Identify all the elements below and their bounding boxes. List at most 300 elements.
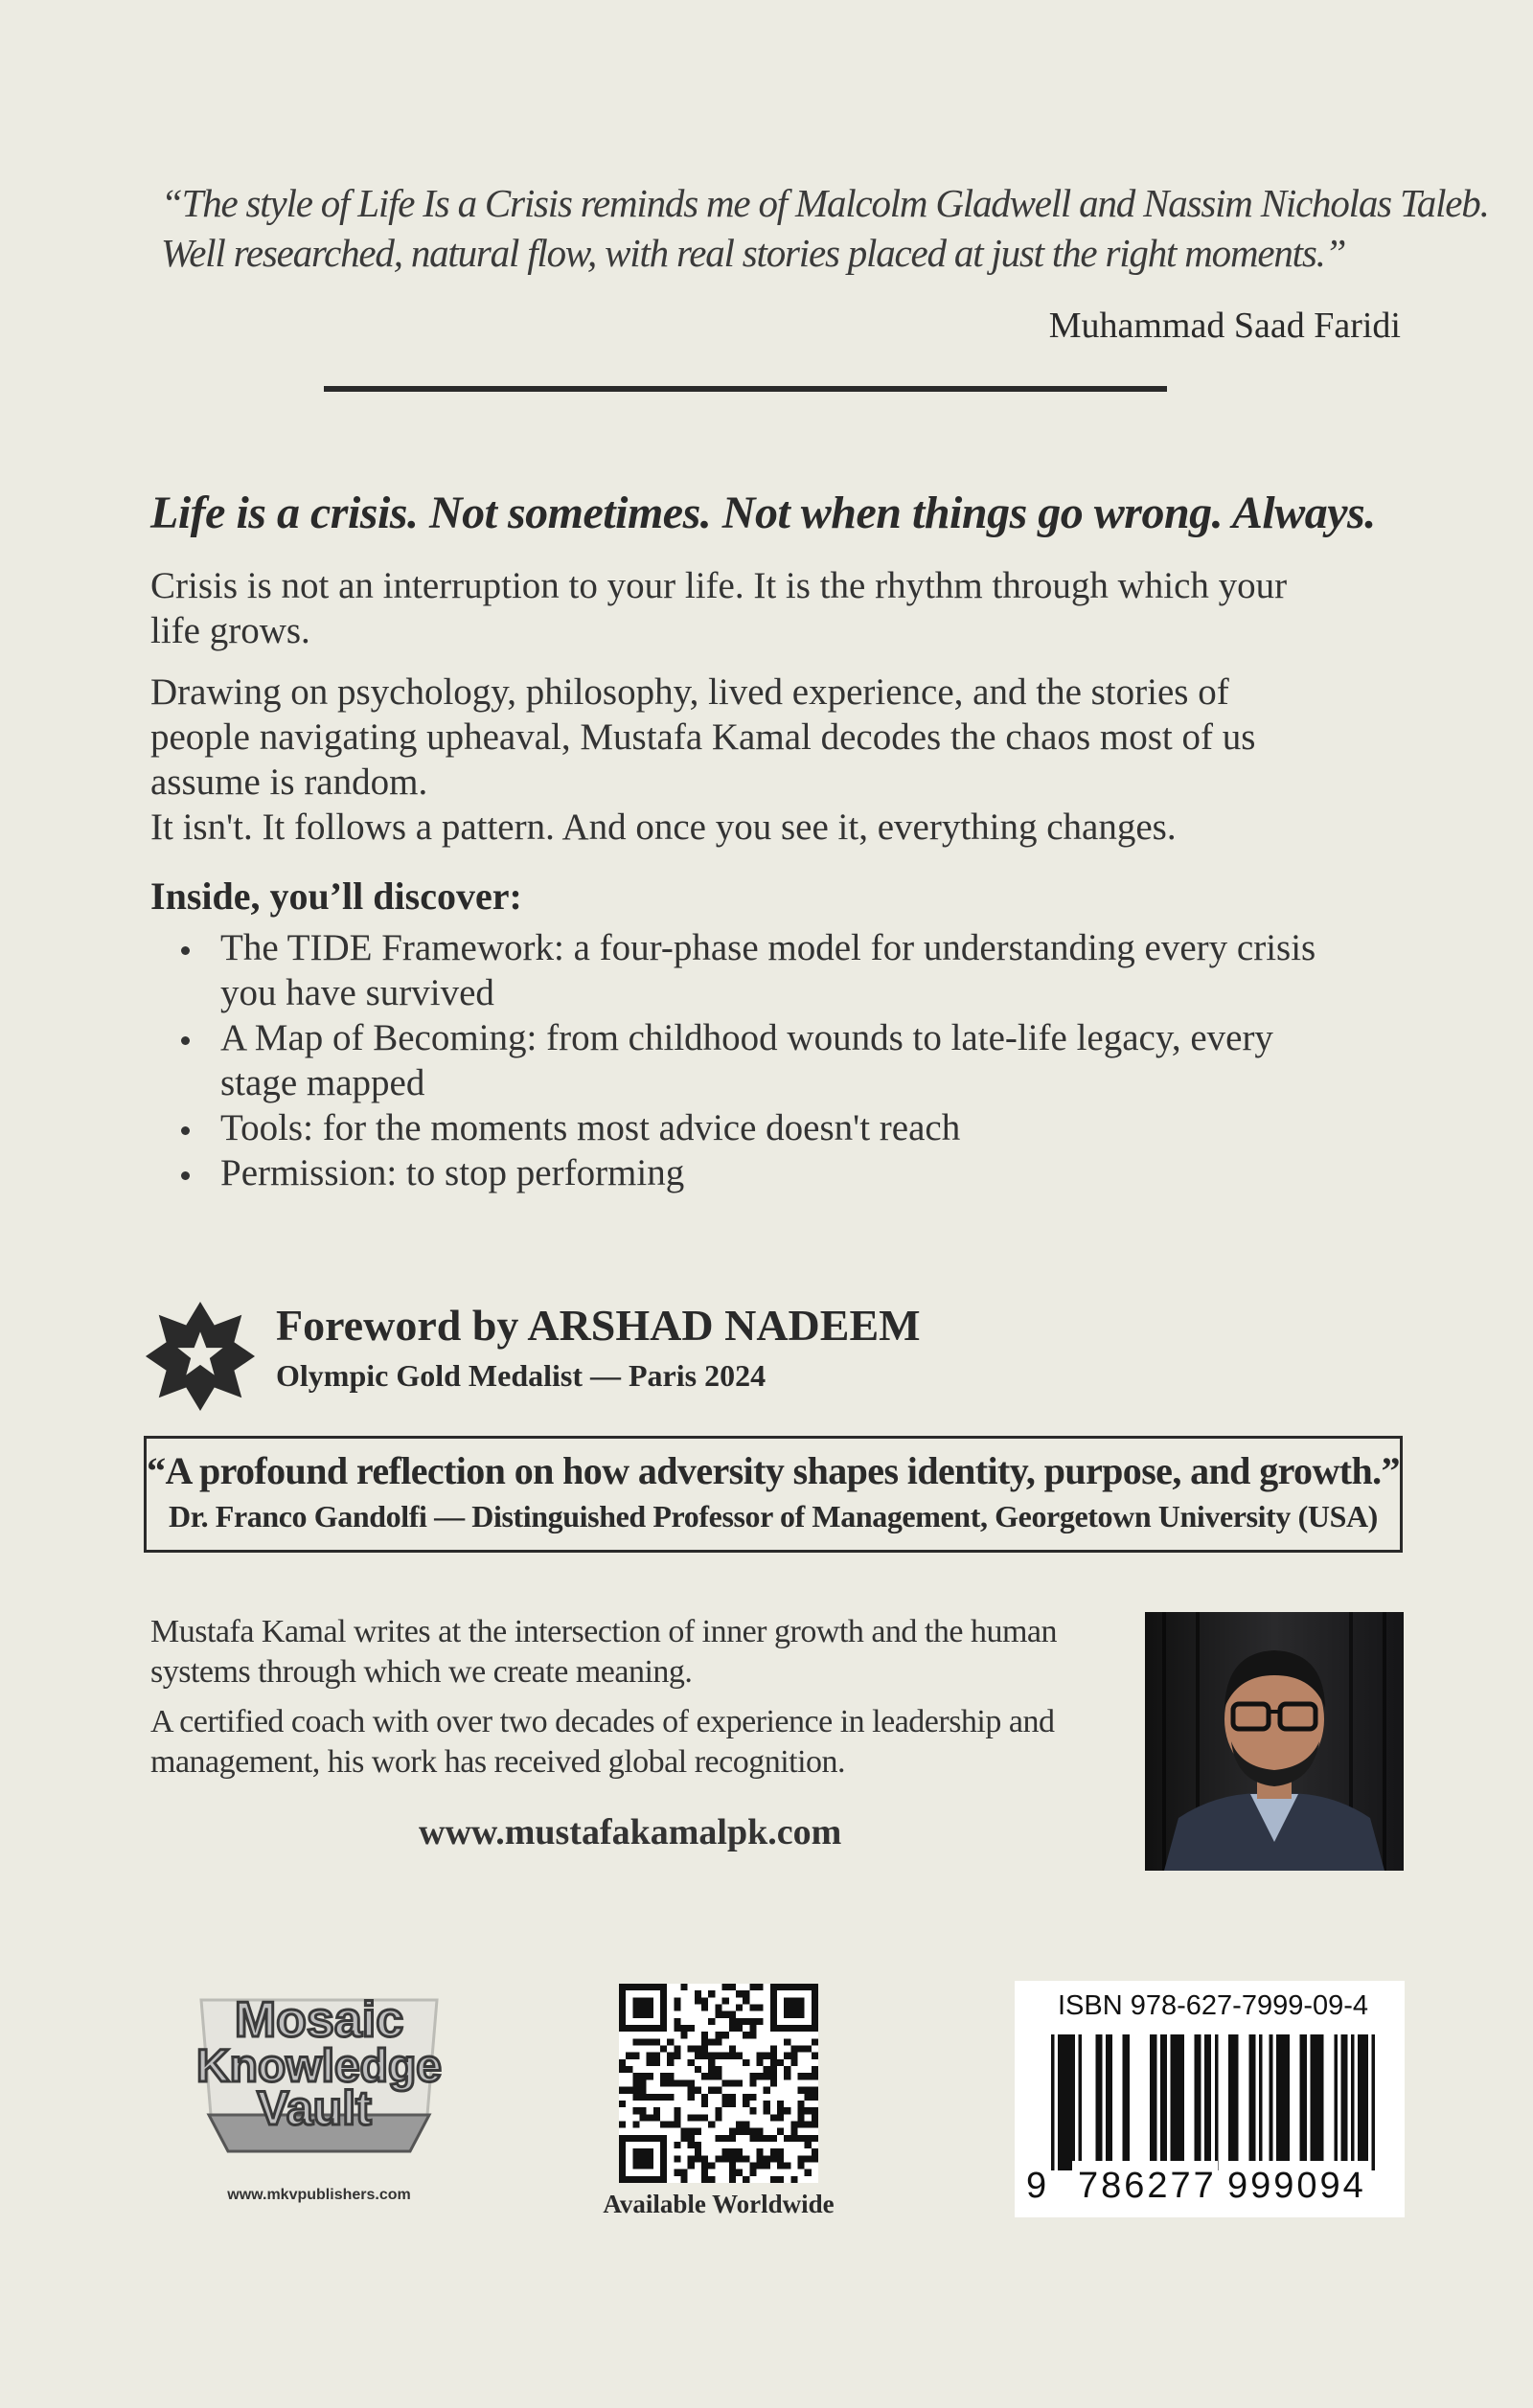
- qr-module: [770, 2053, 777, 2059]
- qr-module: [688, 2155, 695, 2162]
- qr-module: [736, 2079, 743, 2086]
- qr-module: [797, 2101, 804, 2107]
- isbn-text: ISBN 978-627-7999-09-4: [1058, 1990, 1369, 2021]
- qr-module: [632, 2094, 639, 2101]
- qr-module: [674, 2053, 680, 2059]
- qr-module: [632, 2053, 639, 2059]
- qr-module: [647, 2114, 653, 2121]
- qr-module: [708, 2038, 715, 2045]
- qr-module: [770, 2114, 777, 2121]
- qr-module: [660, 2079, 667, 2086]
- divider: [324, 386, 1167, 392]
- qr-module: [674, 2046, 680, 2053]
- barcode-bar: [1248, 2034, 1252, 2170]
- qr-module: [674, 2155, 680, 2162]
- qr-code[interactable]: [619, 1984, 818, 2183]
- top-endorsement-quote: [161, 178, 1489, 278]
- qr-module: [640, 2079, 647, 2086]
- qr-module: [701, 2005, 708, 2011]
- qr-module: [653, 2059, 660, 2066]
- blurb-paragraph-2: [150, 670, 1329, 850]
- qr-module: [722, 2079, 729, 2086]
- qr-module: [674, 2142, 680, 2148]
- barcode-bar: [1259, 2034, 1263, 2170]
- qr-module: [812, 2155, 818, 2162]
- qr-module: [626, 2053, 632, 2059]
- qr-module: [695, 2066, 701, 2073]
- inside-heading: Inside, you’ll discover:: [150, 875, 522, 918]
- qr-module: [777, 2162, 784, 2169]
- qr-module: [681, 2025, 688, 2032]
- qr-module: [756, 2162, 763, 2169]
- qr-module: [708, 2121, 715, 2127]
- logo-word-1: Mosaic: [234, 1992, 404, 2048]
- qr-module: [632, 2121, 639, 2127]
- qr-module: [797, 2114, 804, 2121]
- qr-module: [708, 2018, 715, 2025]
- barcode-bar: [1270, 2034, 1273, 2170]
- qr-module: [660, 2094, 667, 2101]
- qr-module: [640, 2094, 647, 2101]
- qr-module: [674, 2114, 680, 2121]
- barcode-bar: [1171, 2034, 1175, 2170]
- barcode-bar: [1300, 2034, 1304, 2170]
- publisher-logo: [180, 1981, 458, 2163]
- qr-module: [812, 2087, 818, 2094]
- qr-module: [619, 2066, 626, 2073]
- qr-module: [770, 2148, 777, 2155]
- barcode-bar: [1351, 2034, 1355, 2170]
- qr-module: [749, 2162, 756, 2169]
- qr-finder: [632, 2148, 653, 2169]
- barcode-bar: [1276, 2034, 1280, 2170]
- qr-module: [729, 2101, 736, 2107]
- qr-module: [681, 1984, 688, 1990]
- qr-module: [722, 2032, 729, 2038]
- list-item: A Map of Becoming: from childhood wounds to late-life legacy, every stage mapped: [150, 1015, 1348, 1105]
- list-item: The TIDE Framework: a four-phase model for understanding every crisis you have survived: [150, 925, 1348, 1015]
- qr-module: [701, 2114, 708, 2121]
- qr-module: [764, 2135, 770, 2142]
- qr-module: [777, 2114, 784, 2121]
- qr-module: [695, 2053, 701, 2059]
- qr-module: [797, 2073, 804, 2079]
- barcode-bar: [1078, 2034, 1082, 2170]
- barcode-bar: [1180, 2034, 1184, 2170]
- logo-word-3: Vault: [257, 2081, 372, 2135]
- qr-module: [777, 2176, 784, 2183]
- barcode-bar: [1364, 2034, 1368, 2170]
- qr-module: [632, 2107, 639, 2114]
- qr-module: [770, 2079, 777, 2086]
- qr-module: [701, 2046, 708, 2053]
- qr-module: [812, 2121, 818, 2127]
- star-badge-icon: [144, 1300, 257, 1413]
- qr-module: [729, 1984, 736, 1990]
- qr-module: [784, 2053, 790, 2059]
- qr-module: [729, 2135, 736, 2142]
- qr-module: [708, 2059, 715, 2066]
- qr-module: [764, 2107, 770, 2114]
- qr-module: [756, 2059, 763, 2066]
- qr-module: [722, 2155, 729, 2162]
- qr-module: [715, 2066, 721, 2073]
- qr-module: [743, 2101, 749, 2107]
- qr-module: [722, 2148, 729, 2155]
- qr-module: [674, 2005, 680, 2011]
- barcode-bar: [1071, 2034, 1075, 2170]
- barcode-bar: [1279, 2034, 1283, 2170]
- qr-module: [784, 2038, 790, 2045]
- barcode-bar: [1123, 2034, 1127, 2170]
- barcode-bar: [1286, 2034, 1290, 2170]
- qr-module: [756, 2073, 763, 2079]
- qr-module: [729, 2025, 736, 2032]
- barcode-bar: [1303, 2034, 1307, 2170]
- qr-module: [770, 2046, 777, 2053]
- qr-module: [647, 2038, 653, 2045]
- qr-module: [736, 2121, 743, 2127]
- qr-module: [688, 2079, 695, 2086]
- qr-module: [812, 2066, 818, 2073]
- qr-module: [812, 2053, 818, 2059]
- qr-module: [701, 1997, 708, 2004]
- qr-module: [770, 2059, 777, 2066]
- qr-module: [770, 2073, 777, 2079]
- qr-module: [812, 2148, 818, 2155]
- qr-module: [660, 2073, 667, 2079]
- qr-module: [660, 2121, 667, 2127]
- barcode-bars: [1051, 2034, 1375, 2170]
- qr-module: [812, 2107, 818, 2114]
- endorsement-quote: “A profound reflection on how adversity shapes identity, purpose, and growth.”: [147, 1449, 1400, 1492]
- qr-module: [797, 2107, 804, 2114]
- barcode-bar: [1051, 2034, 1055, 2170]
- qr-module: [756, 2128, 763, 2135]
- qr-module: [749, 2128, 756, 2135]
- qr-module: [708, 1990, 715, 1997]
- qr-module: [715, 2005, 721, 2011]
- qr-module: [695, 2128, 701, 2135]
- qr-module: [777, 2148, 784, 2155]
- qr-module: [647, 2059, 653, 2066]
- qr-module: [749, 2094, 756, 2101]
- qr-module: [736, 2169, 743, 2176]
- qr-module: [797, 2121, 804, 2127]
- barcode-bar: [1174, 2034, 1178, 2170]
- qr-module: [784, 2073, 790, 2079]
- qr-module: [729, 2155, 736, 2162]
- isbn-barcode: [1015, 1981, 1405, 2217]
- qr-module: [764, 2101, 770, 2107]
- qr-module: [722, 2053, 729, 2059]
- qr-module: [715, 2087, 721, 2094]
- author-website[interactable]: www.mustafakamalpk.com: [419, 1812, 842, 1852]
- barcode-bar: [1344, 2034, 1348, 2170]
- barcode-bar: [1095, 2034, 1099, 2170]
- qr-module: [777, 2155, 784, 2162]
- qr-module: [653, 2038, 660, 2045]
- qr-module: [790, 2176, 797, 2183]
- qr-module: [695, 2046, 701, 2053]
- qr-module: [619, 2087, 626, 2094]
- qr-module: [640, 2114, 647, 2121]
- qr-module: [743, 2094, 749, 2101]
- qr-module: [681, 2128, 688, 2135]
- barcode-bar: [1068, 2034, 1072, 2170]
- qr-module: [764, 2087, 770, 2094]
- qr-module: [701, 2038, 708, 2045]
- qr-module: [626, 2087, 632, 2094]
- qr-module: [777, 2128, 784, 2135]
- qr-module: [619, 2121, 626, 2127]
- qr-module: [674, 2079, 680, 2086]
- qr-module: [695, 1990, 701, 1997]
- qr-label: Available Worldwide: [603, 2190, 835, 2218]
- author-bio-1-text: Mustafa Kamal writes at the intersection of inner growth and the human systems through which we create meaning.: [150, 1614, 1057, 1690]
- qr-module: [632, 2073, 639, 2079]
- qr-module: [797, 2046, 804, 2053]
- qr-module: [667, 2121, 674, 2127]
- qr-module: [715, 2073, 721, 2079]
- top-endorsement-attribution: Muhammad Saad Faridi: [1048, 306, 1401, 346]
- qr-module: [640, 2087, 647, 2094]
- barcode-bar: [1204, 2034, 1208, 2170]
- qr-module: [695, 2142, 701, 2148]
- qr-module: [701, 2176, 708, 2183]
- qr-module: [756, 2148, 763, 2155]
- blurb-paragraph-3-text: It isn't. It follows a pattern. And once you see it, everything changes.: [150, 806, 1177, 848]
- qr-module: [770, 2135, 777, 2142]
- qr-module: [626, 2066, 632, 2073]
- qr-module: [770, 2155, 777, 2162]
- qr-module: [722, 2135, 729, 2142]
- barcode-bar: [1064, 2034, 1068, 2170]
- qr-module: [756, 2053, 763, 2059]
- qr-module: [647, 2053, 653, 2059]
- qr-module: [777, 2107, 784, 2114]
- qr-module: [797, 2155, 804, 2162]
- list-item: Tools: for the moments most advice doesn't reach: [150, 1105, 1348, 1150]
- qr-module: [784, 2066, 790, 2073]
- barcode-bar: [1150, 2034, 1154, 2170]
- qr-module: [722, 1984, 729, 1990]
- qr-module: [743, 2032, 749, 2038]
- foreword-title: Foreword by ARSHAD NADEEM: [276, 1301, 921, 1350]
- barcode-bar: [1283, 2034, 1287, 2170]
- qr-module: [722, 2011, 729, 2018]
- barcode-bar: [1126, 2034, 1130, 2170]
- qr-module: [722, 1997, 729, 2004]
- qr-module: [805, 2094, 812, 2101]
- qr-module: [736, 2025, 743, 2032]
- qr-module: [715, 2032, 721, 2038]
- qr-module: [729, 2176, 736, 2183]
- qr-module: [729, 2053, 736, 2059]
- qr-module: [749, 2079, 756, 2086]
- qr-module: [701, 2094, 708, 2101]
- qr-module: [729, 2046, 736, 2053]
- qr-module: [688, 2046, 695, 2053]
- qr-module: [688, 2162, 695, 2169]
- qr-module: [743, 1990, 749, 1997]
- qr-module: [805, 2121, 812, 2127]
- qr-module: [743, 2121, 749, 2127]
- qr-module: [715, 2114, 721, 2121]
- qr-module: [695, 2114, 701, 2121]
- qr-module: [736, 2148, 743, 2155]
- qr-module: [701, 2155, 708, 2162]
- qr-finder: [784, 1997, 805, 2018]
- qr-module: [736, 1990, 743, 1997]
- qr-module: [729, 2094, 736, 2101]
- barcode-bar: [1154, 2034, 1157, 2170]
- barcode-bar: [1178, 2034, 1181, 2170]
- qr-module: [701, 2053, 708, 2059]
- qr-module: [653, 2053, 660, 2059]
- qr-module: [805, 2142, 812, 2148]
- qr-module: [619, 2059, 626, 2066]
- qr-module: [722, 2094, 729, 2101]
- endorsement-attribution: Dr. Franco Gandolfi — Distinguished Professor of Management, Georgetown University (USA): [169, 1499, 1378, 1533]
- author-bio-2-text: A certified coach with over two decades of experience in leadership and management, his work has received global recognition.: [150, 1704, 1055, 1780]
- discover-list: [150, 925, 1348, 1195]
- qr-module: [674, 2107, 680, 2114]
- qr-module: [764, 2053, 770, 2059]
- barcode-bar: [1235, 2034, 1239, 2170]
- qr-module: [805, 2073, 812, 2079]
- qr-module: [764, 2066, 770, 2073]
- qr-module: [681, 2176, 688, 2183]
- barcode-bar: [1252, 2034, 1256, 2170]
- qr-module: [688, 2114, 695, 2121]
- qr-module: [722, 2101, 729, 2107]
- barcode-bar: [1340, 2034, 1344, 2170]
- barcode-bar: [1371, 2034, 1375, 2170]
- qr-module: [729, 2011, 736, 2018]
- qr-module: [790, 2121, 797, 2127]
- qr-module: [784, 2135, 790, 2142]
- publisher-url[interactable]: www.mkvpublishers.com: [227, 2187, 411, 2203]
- qr-module: [715, 2155, 721, 2162]
- qr-module: [749, 2107, 756, 2114]
- barcode-bar: [1198, 2034, 1201, 2170]
- barcode-bar: [1106, 2034, 1110, 2170]
- qr-module: [736, 2018, 743, 2025]
- barcode-bar: [1314, 2034, 1317, 2170]
- qr-module: [715, 2011, 721, 2018]
- barcode-bar: [1361, 2034, 1365, 2170]
- qr-module: [715, 2038, 721, 2045]
- qr-module: [743, 2128, 749, 2135]
- qr-module: [770, 2066, 777, 2073]
- qr-module: [701, 2073, 708, 2079]
- qr-module: [770, 2176, 777, 2183]
- barcode-bar: [1160, 2034, 1164, 2170]
- qr-module: [667, 2094, 674, 2101]
- qr-module: [688, 2135, 695, 2142]
- blurb-paragraph-1: [150, 563, 1329, 653]
- qr-module: [701, 2101, 708, 2107]
- qr-module: [749, 2005, 756, 2011]
- qr-module: [674, 1997, 680, 2004]
- qr-module: [667, 2073, 674, 2079]
- qr-module: [743, 2155, 749, 2162]
- qr-module: [756, 2135, 763, 2142]
- qr-module: [805, 2169, 812, 2176]
- qr-module: [688, 2142, 695, 2148]
- qr-module: [749, 2169, 756, 2176]
- barcode-digits-left: 786277: [1078, 2166, 1217, 2206]
- qr-module: [790, 2128, 797, 2135]
- qr-module: [743, 2018, 749, 2025]
- qr-module: [695, 2148, 701, 2155]
- qr-module: [805, 2155, 812, 2162]
- barcode-bar: [1334, 2034, 1338, 2170]
- qr-module: [797, 2162, 804, 2169]
- qr-module: [790, 2135, 797, 2142]
- qr-module: [674, 2121, 680, 2127]
- qr-module: [777, 2101, 784, 2107]
- author-photo: [1145, 1612, 1404, 1871]
- qr-module: [764, 2162, 770, 2169]
- qr-module: [749, 2135, 756, 2142]
- blurb-paragraph-2-text: Drawing on psychology, philosophy, lived experience, and the stories of people navigating upheaval, Mustafa Kamal decodes the chaos most of us assume is random.: [150, 671, 1256, 803]
- qr-module: [756, 2005, 763, 2011]
- top-endorsement-line-2: Well researched, natural flow, with real stories placed at just the right moments.”: [161, 231, 1346, 275]
- qr-module: [790, 2046, 797, 2053]
- qr-module: [790, 2059, 797, 2066]
- qr-module: [736, 2155, 743, 2162]
- qr-module: [715, 2107, 721, 2114]
- qr-module: [736, 2005, 743, 2011]
- qr-module: [777, 2059, 784, 2066]
- qr-module: [708, 2053, 715, 2059]
- qr-module: [674, 2169, 680, 2176]
- qr-module: [681, 2169, 688, 2176]
- author-bio-1: [150, 1612, 1109, 1692]
- barcode-digits-right: 999094: [1227, 2166, 1366, 2206]
- qr-module: [749, 2025, 756, 2032]
- qr-module: [784, 2162, 790, 2169]
- barcode-bar: [1062, 2034, 1065, 2170]
- barcode-digit-first: 9: [1026, 2166, 1047, 2206]
- qr-module: [701, 2162, 708, 2169]
- qr-module: [749, 2018, 756, 2025]
- qr-module: [743, 1997, 749, 2004]
- qr-module: [667, 2038, 674, 2045]
- qr-module: [812, 2114, 818, 2121]
- qr-module: [715, 2135, 721, 2142]
- qr-module: [640, 2107, 647, 2114]
- qr-module: [749, 1984, 756, 1990]
- barcode-bar: [1194, 2034, 1198, 2170]
- qr-module: [729, 2162, 736, 2169]
- barcode-bar: [1058, 2034, 1062, 2170]
- qr-module: [640, 2038, 647, 2045]
- qr-module: [632, 2087, 639, 2094]
- qr-module: [653, 2094, 660, 2101]
- qr-module: [647, 2073, 653, 2079]
- qr-module: [647, 2094, 653, 2101]
- qr-module: [736, 2053, 743, 2059]
- qr-module: [756, 2018, 763, 2025]
- qr-module: [790, 2053, 797, 2059]
- barcode-bar: [1109, 2034, 1112, 2170]
- qr-module: [749, 2032, 756, 2038]
- barcode-bar: [1099, 2034, 1103, 2170]
- qr-module: [667, 2079, 674, 2086]
